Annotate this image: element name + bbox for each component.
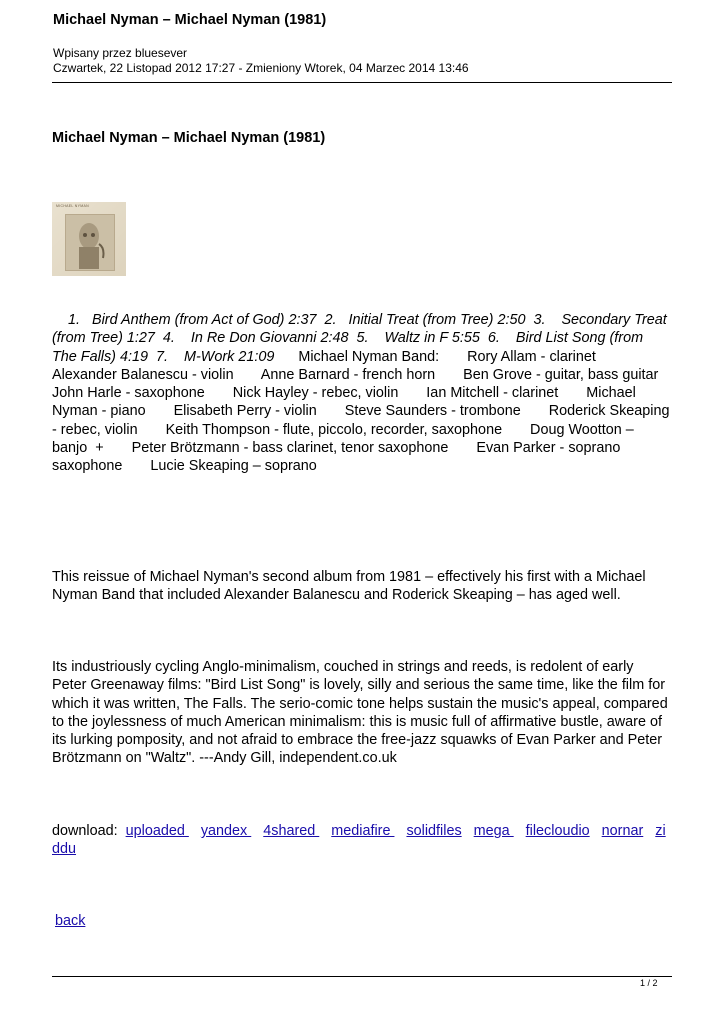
page-header-title: Michael Nyman – Michael Nyman (1981)	[53, 12, 327, 28]
download-label: download:	[52, 823, 118, 839]
link-filecloudio[interactable]: filecloudio	[525, 823, 590, 839]
personnel-list: Michael Nyman Band: Rory Allam - clarinet Alexander Balanescu - violin Anne Barnard - french horn Ben Grove - guitar, bass guitar John Harle - saxophone Nick Hayley - rebec, violin Ian Mitchell - clarinet Michael Nyman - piano Elisabeth Perry - violin Steve Saunders - trombone Roderick Skeaping - rebec, violin Keith Thompson - flute, piccolo, recorder, saxophone Doug Wootton – banjo + Peter Brötzmann - bass clarinet, tenor saxophone Evan Parker - soprano saxophone Lucie Skeaping – soprano	[52, 348, 687, 475]
date-line: Czwartek, 22 Listopad 2012 17:27 - Zmieniony Wtorek, 04 Marzec 2014 13:46	[53, 60, 469, 75]
back-link-container	[55, 913, 85, 929]
link-solidfiles[interactable]: solidfiles	[406, 823, 462, 839]
link-uploaded[interactable]: uploaded	[125, 823, 189, 839]
tracklist-and-personnel	[52, 311, 687, 476]
page-number: 1 / 2	[640, 978, 658, 988]
portrait-drawing	[65, 214, 113, 269]
link-yandex[interactable]: yandex	[200, 823, 252, 839]
back-link[interactable]: back	[55, 913, 86, 929]
review-paragraph-2: Its industriously cycling Anglo-minimalism, couched in strings and reeds, is redolent of early Peter Greenaway films: "Bird List Song" is lovely, silly and serious the same time, like the film for which it was written, The Falls. The serio-comic tone helps sustain the music's appeal, compared to the joylessness of much American minimalism: this is music full of affirmative bustle, aware of its lurking pomposity, and not afraid to embrace the free-jazz squawks of Evan Parker and Peter Brötzmann on "Waltz". ---Andy Gill, independent.co.uk	[52, 659, 668, 767]
link-nornar[interactable]: nornar	[601, 823, 644, 839]
link-mediafire[interactable]: mediafire	[331, 823, 395, 839]
tracklist: 1. Bird Anthem (from Act of God) 2:37 2. Initial Treat (from Tree) 2:50 3. Secondary Treat (from Tree) 1:27 4. In Re Don Giovanni 2:48 5. Waltz in F 5:55 6. Bird List Song (from The Falls) 4:19 7. M-Work 21:09	[52, 312, 671, 365]
footer-divider	[52, 976, 672, 977]
article-title: Michael Nyman – Michael Nyman (1981)	[52, 130, 326, 146]
link-mega[interactable]: mega	[473, 823, 514, 839]
cover-caption: MICHAEL NYMAN	[56, 204, 89, 208]
author-line: Wpisany przez bluesever	[53, 46, 188, 60]
link-ziddu[interactable]: ziddu	[52, 823, 666, 858]
link-4shared[interactable]: 4shared	[263, 823, 320, 839]
post-meta	[53, 46, 469, 75]
download-links	[52, 822, 670, 859]
album-cover-image	[52, 202, 126, 276]
review-paragraph-1: This reissue of Michael Nyman's second album from 1981 – effectively his first with a Michael Nyman Band that included Alexander Balanescu and Roderick Skeaping – has aged well.	[52, 569, 646, 604]
header-divider	[52, 82, 672, 83]
